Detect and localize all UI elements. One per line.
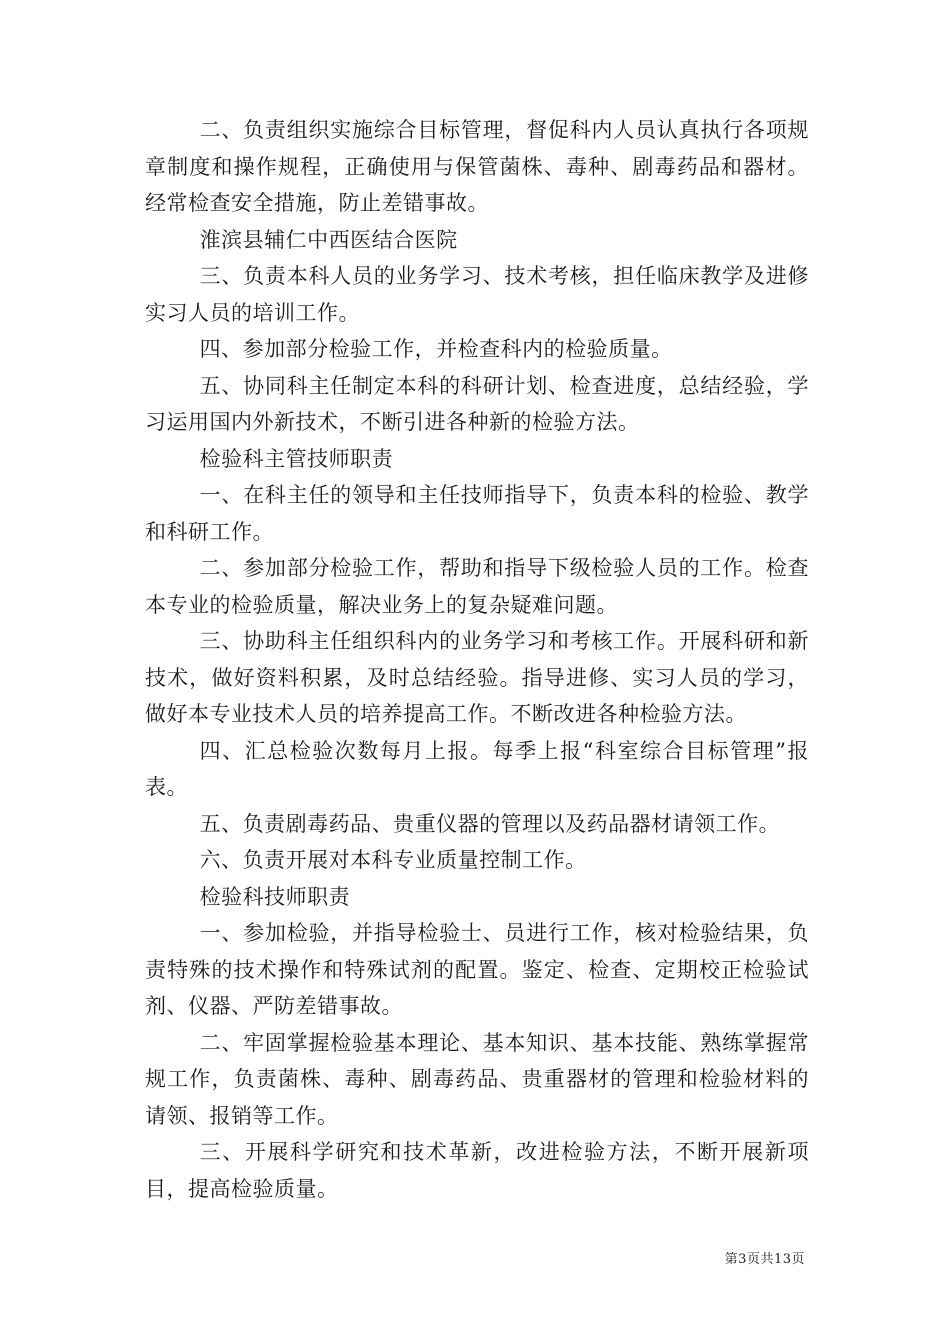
paragraph: 二、参加部分检验工作，帮助和指导下级检验人员的工作。检查本专业的检验质量，解决业务上的复杂疑难问题。 [145,556,809,617]
paragraph: 五、负责剧毒药品、贵重仪器的管理以及药品器材请领工作。 [199,811,781,836]
section-heading: 检验科主管技师职责 [199,446,394,471]
section-heading: 检验科技师职责 [199,884,351,909]
page-number-footer: 第3页共13页 [724,1252,805,1267]
paragraph: 三、协助科主任组织科内的业务学习和考核工作。开展科研和新技术，做好资料积累，及时总结经验。指导进修、实习人员的学习，做好本专业技术人员的培养提高工作。不断改进各种检验方法。 [145,629,809,726]
paragraph: 一、参加检验，并指导检验士、员进行工作，核对检验结果，负责特殊的技术操作和特殊试剂的配置。鉴定、检查、定期校正检验试剂、仪器、严防差错事故。 [145,921,809,1018]
paragraph: 一、在科主任的领导和主任技师指导下，负责本科的检验、教学和科研工作。 [145,483,809,544]
hospital-name-line: 淮滨县辅仁中西医结合医院 [199,227,458,252]
paragraph: 三、负责本科人员的业务学习、技术考核，担任临床教学及进修实习人员的培训工作。 [145,264,809,325]
paragraph: 二、负责组织实施综合目标管理，督促科内人员认真执行各项规章制度和操作规程，正确使用与保管菌株、毒种、剧毒药品和器材。经常检查安全措施，防止差错事故。 [145,118,809,215]
document-body [145,112,809,1207]
paragraph: 四、参加部分检验工作，并检查科内的检验质量。 [199,337,673,361]
paragraph: 二、牢固掌握检验基本理论、基本知识、基本技能、熟练掌握常规工作，负责菌株、毒种、剧毒药品、贵重器材的管理和检验材料的请领、报销等工作。 [145,1030,809,1128]
paragraph: 三、开展科学研究和技术革新，改进检验方法，不断开展新项目，提高检验质量。 [145,1140,809,1201]
paragraph: 四、汇总检验次数每月上报。每季上报“科室综合目标管理”报表。 [145,738,809,799]
paragraph: 五、协同科主任制定本科的科研计划、检查进度，总结经验，学习运用国内外新技术，不断引进各种新的检验方法。 [145,373,809,434]
paragraph: 六、负责开展对本科专业质量控制工作。 [199,848,587,872]
